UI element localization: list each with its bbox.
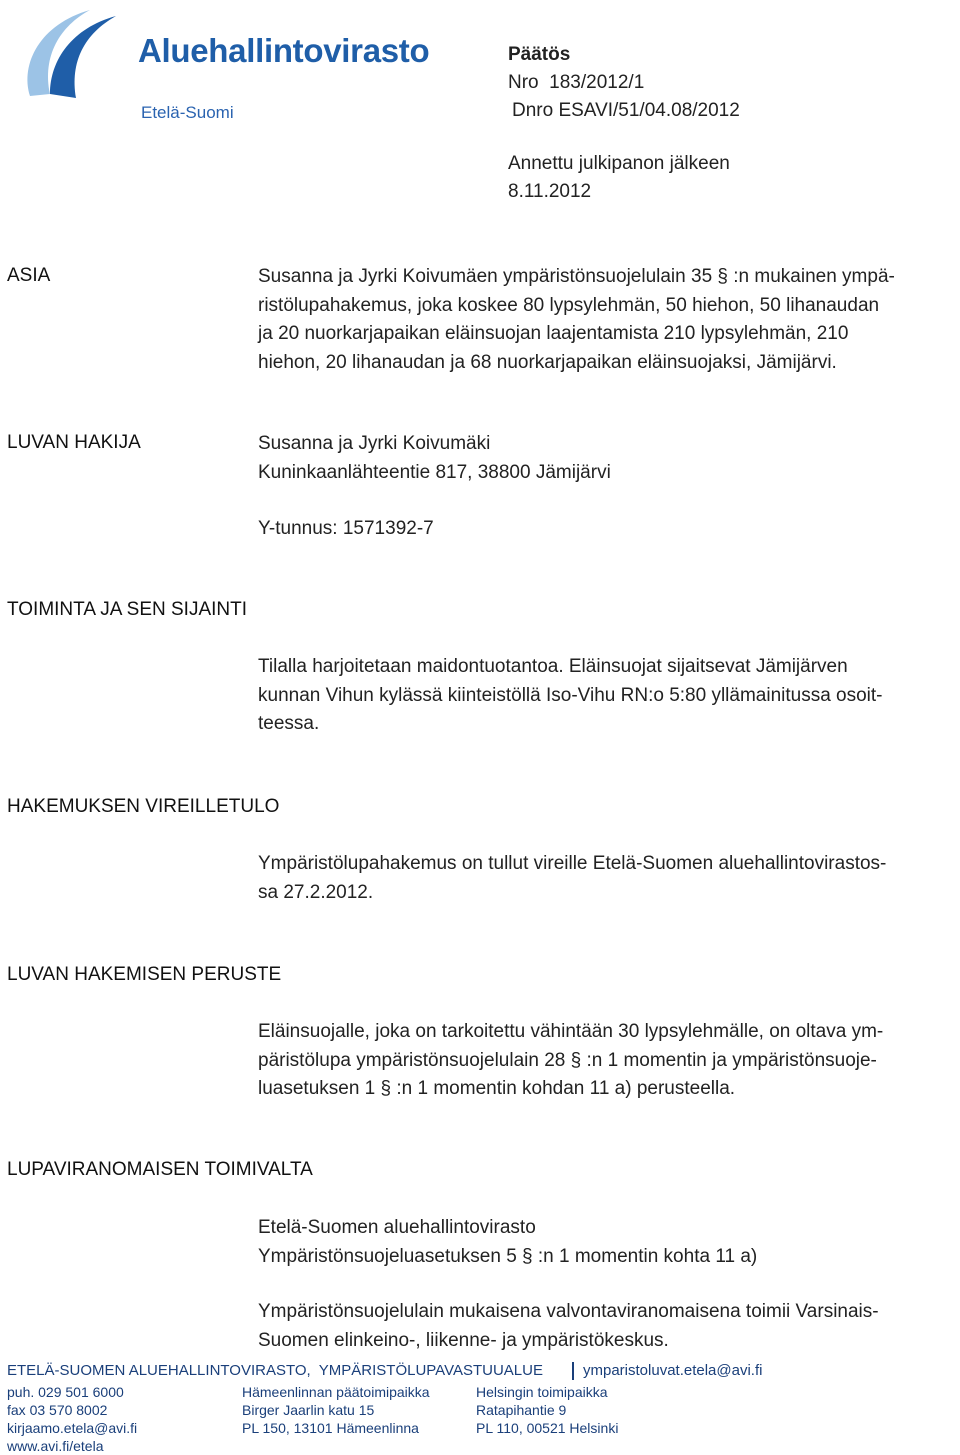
region-label: Etelä-Suomi [141, 103, 234, 122]
text-line: hiehon, 20 lihanaudan ja 68 nuorkarjapaikan eläinsuojaksi, Jämijärvi. [258, 351, 837, 373]
section-label-peruste: LUVAN HAKEMISEN PERUSTE [7, 964, 282, 985]
office-postal: PL 110, 00521 Helsinki [476, 1420, 619, 1436]
footer-separator [572, 1362, 574, 1380]
document-type: Päätös [508, 44, 571, 65]
section-label-vireilletulo: HAKEMUKSEN VIREILLETULO [7, 796, 280, 817]
footer-agency: ETELÄ-SUOMEN ALUEHALLINTOVIRASTO, YMPÄRISTÖLUPAVASTUUALUE [7, 1362, 543, 1379]
footer-email-main[interactable]: ymparistoluvat.etela@avi.fi [583, 1362, 763, 1379]
footer-helsinki-office [476, 1383, 618, 1437]
section-label-asia: ASIA [7, 265, 51, 286]
section-text-toiminta [258, 653, 960, 739]
diary-number: Dnro ESAVI/51/04.08/2012 [512, 100, 740, 121]
footer-contact-column [7, 1383, 137, 1455]
footer-fax: fax 03 570 8002 [7, 1402, 108, 1418]
section-text-vireilletulo [258, 850, 960, 907]
section-label-toimivalta: LUPAVIRANOMAISEN TOIMIVALTA [7, 1159, 313, 1180]
text-line: Eläinsuojalle, joka on tarkoitettu vähintään 30 lypsylehmälle, on oltava ym- [258, 1021, 884, 1042]
text-line: Ympäristönsuojelulain mukaisena valvontaviranomaisena toimii Varsinais- [258, 1301, 879, 1322]
text-line: sa 27.2.2012. [258, 881, 374, 903]
text-line: Suomen elinkeino-, liikenne- ja ympäristökeskus. [258, 1329, 669, 1351]
footer-email[interactable]: kirjaamo.etela@avi.fi [7, 1420, 138, 1436]
agency-logo-text: Aluehallintovirasto [138, 32, 430, 69]
text-line: Susanna ja Jyrki Koivumäen ympäristönsuojelulain 35 § :n mukainen ympä- [258, 266, 895, 287]
decision-number: Nro 183/2012/1 [508, 72, 645, 93]
footer-hameenlinna-office [242, 1383, 430, 1437]
applicant-address: Kuninkaanlähteentie 817, 38800 Jämijärvi [258, 461, 611, 483]
text-line: ja 20 nuorkarjapaikan eläinsuojan laajentamista 210 lypsylehmän, 210 [258, 323, 849, 344]
office-postal: PL 150, 13101 Hämeenlinna [242, 1420, 419, 1436]
section-text-toimivalta [258, 1214, 960, 1271]
office-title: Hämeenlinnan päätoimipaikka [242, 1384, 430, 1400]
section-label-hakija: LUVAN HAKIJA [7, 432, 141, 453]
authority-basis: Ympäristönsuojeluasetuksen 5 § :n 1 momentin kohta 11 a) [258, 1245, 758, 1267]
applicant-name: Susanna ja Jyrki Koivumäki [258, 433, 491, 454]
office-street: Ratapihantie 9 [476, 1402, 567, 1418]
text-line: Ympäristölupahakemus on tullut vireille Etelä-Suomen aluehallintovirastos- [258, 853, 887, 874]
section-text-peruste [258, 1018, 960, 1104]
supervisory-authority-text [258, 1298, 960, 1355]
text-line: ristölupahakemus, joka koskee 80 lypsylehmän, 50 hiehon, 50 lihanaudan [258, 294, 880, 316]
text-line: päristölupa ympäristönsuojelulain 28 § :n 1 momentin ja ympäristönsuoje- [258, 1049, 877, 1071]
office-title: Helsingin toimipaikka [476, 1384, 608, 1400]
issued-date: 8.11.2012 [508, 181, 592, 202]
text-line: Tilalla harjoitetaan maidontuotantoa. Eläinsuojat sijaitsevat Jämijärven [258, 656, 848, 677]
text-line: teessa. [258, 713, 320, 734]
applicant-business-id: Y-tunnus: 1571392-7 [258, 518, 434, 539]
text-line: kunnan Vihun kylässä kiinteistöllä Iso-Vihu RN:o 5:80 yllämainitussa osoit- [258, 684, 883, 706]
section-label-toiminta: TOIMINTA JA SEN SIJAINTI [7, 599, 248, 620]
footer-website[interactable]: www.avi.fi/etela [7, 1438, 104, 1454]
text-line: luasetuksen 1 § :n 1 momentin kohdan 11 a) perusteella. [258, 1078, 736, 1099]
section-text-asia [258, 263, 960, 377]
issued-label: Annettu julkipanon jälkeen [508, 153, 730, 174]
section-text-hakija [258, 430, 960, 487]
office-street: Birger Jaarlin katu 15 [242, 1402, 375, 1418]
authority-name: Etelä-Suomen aluehallintovirasto [258, 1217, 536, 1238]
aluehallintovirasto-logo-mark [20, 4, 138, 104]
footer-phone: puh. 029 501 6000 [7, 1384, 124, 1400]
